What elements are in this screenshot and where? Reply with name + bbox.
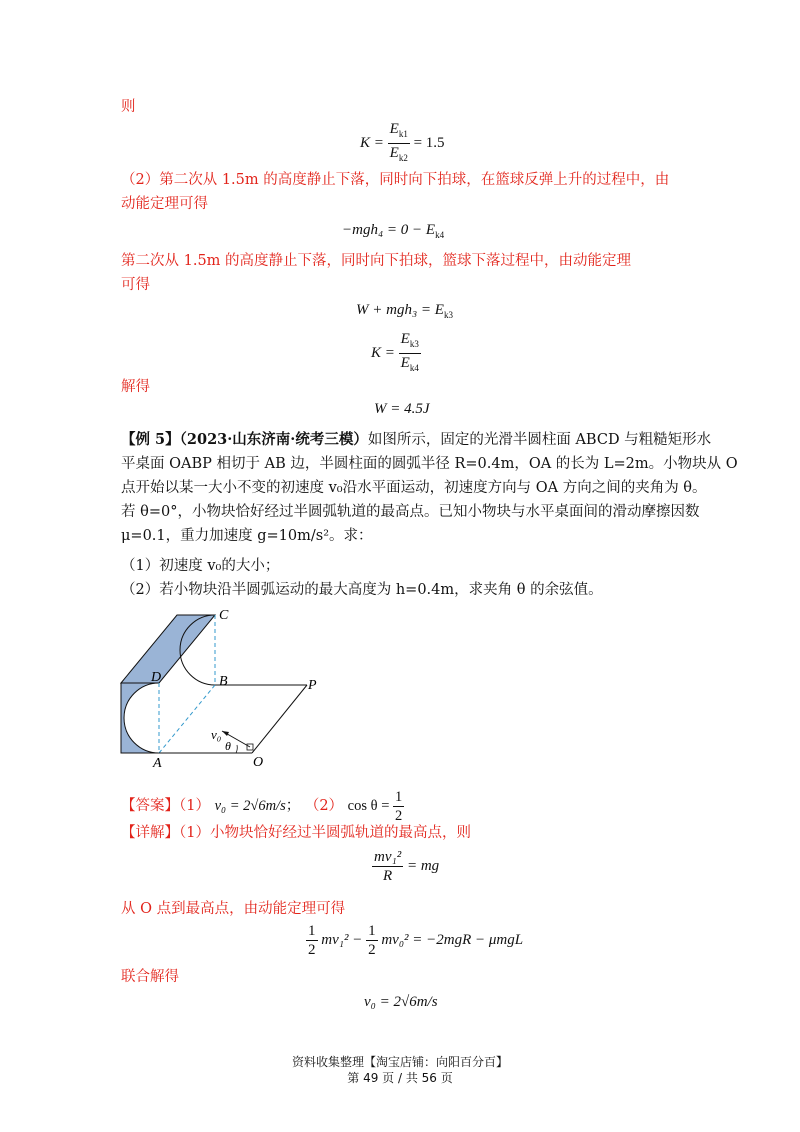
text-lianhe: 联合解得 xyxy=(121,969,179,985)
label-a: A xyxy=(153,756,162,768)
example5-line2: 平桌面 OABP 相切于 AB 边，半圆柱面的圆弧半径 R=0.4m，OA 的长为 L=2m。小物块从 O xyxy=(121,456,738,472)
label-o: O xyxy=(253,755,264,768)
cylinder-top-face xyxy=(121,615,215,683)
equation-work-result: W = 4.5J xyxy=(374,401,430,417)
answer-line: 【答案】（1） v₀ = 2√6m/s； （2） cos θ = $\frac{1}{2}$ xyxy=(121,789,403,824)
text-ze: 则 xyxy=(121,99,136,115)
velocity-arrowhead xyxy=(222,731,229,736)
text-part2-a-2: 动能定理可得 xyxy=(121,196,208,212)
equation-energy: $\frac{1}{2}$ mv₁² − $\frac{1}{2}$ mv₀² = −2mgR − μmgL xyxy=(308,923,524,958)
example5-question2: （2）若小物块沿半圆弧运动的最大高度为 h=0.4m，求夹角 θ 的余弦值。 xyxy=(121,582,603,598)
detail-line: 【详解】（1）小物块恰好经过半圆弧轨道的最高点，则 xyxy=(121,825,471,841)
label-d: D xyxy=(151,670,162,685)
label-b: B xyxy=(219,674,228,689)
dashed-ab xyxy=(159,685,215,753)
example5-line5: μ=0.1，重力加速度 g=10m/s²。求： xyxy=(121,528,373,544)
equation-k-ratio-1: K = $\frac{E_{k1}}{E_{k2}}$ = 1.5 xyxy=(360,121,445,163)
equation-k-ratio-2: K = $\frac{E_{k3}}{E_{k4}}$ xyxy=(371,331,419,373)
answer-tag: 【答案】 xyxy=(121,797,179,814)
example5-question1: （1）初速度 v₀的大小； xyxy=(121,558,280,574)
equation-mgh4: $-mgh_4 = 0 - E_{k4}$ xyxy=(342,222,445,240)
label-v0: v₀ xyxy=(211,727,222,742)
text-part2-b-1: 第二次从 1.5m 的高度静止下落，同时向下拍球，篮球下落过程中，由动能定理 xyxy=(121,253,632,269)
detail-tag: 【详解】 xyxy=(121,825,179,841)
angle-arc xyxy=(236,745,237,753)
text-part2-a-1: （2）第二次从 1.5m 的高度静止下落，同时向下拍球，在篮球反弹上升的过程中，由 xyxy=(121,172,670,188)
example5-tag: 【例 5】 xyxy=(121,431,180,448)
example5-source: （2023·山东济南·统考三模） xyxy=(179,431,368,448)
text-jiede-1: 解得 xyxy=(121,379,150,395)
text-part2-b-2: 可得 xyxy=(121,277,150,293)
example5-line1: 【例 5】（2023·山东济南·统考三模）如图所示，固定的光滑半圆柱面 ABCD 与粗糙矩形水 xyxy=(121,431,712,448)
half-cylinder-figure xyxy=(115,603,335,768)
equation-work: $W + mgh_3 = E_{k3}$ xyxy=(356,302,453,320)
example5-line4: 若 θ=0°，小物块恰好经过半圆弧轨道的最高点。已知小物块与水平桌面间的滑动摩擦因数 xyxy=(121,504,700,520)
text-from-o: 从 O 点到最高点，由动能定理可得 xyxy=(121,901,346,917)
equation-final: v₀ = 2√6m/s xyxy=(364,994,438,1010)
example5-line3: 点开始以某一大小不变的初速度 v₀沿水平面运动，初速度方向与 OA 方向之间的夹角为 θ。 xyxy=(121,480,707,496)
edge-po xyxy=(252,685,307,753)
label-p: P xyxy=(308,678,317,693)
label-theta: θ xyxy=(225,739,231,753)
cylinder-front-face xyxy=(121,683,159,753)
equation-circular: $\frac{\text{mv₁²}}{R}$ = mg xyxy=(374,849,440,884)
footer-source: 资料收集整理【淘宝店铺：向阳百分百】 xyxy=(291,1055,508,1069)
label-c: C xyxy=(219,608,229,623)
footer-page-number: 第 49 页 / 共 56 页 xyxy=(347,1071,453,1085)
